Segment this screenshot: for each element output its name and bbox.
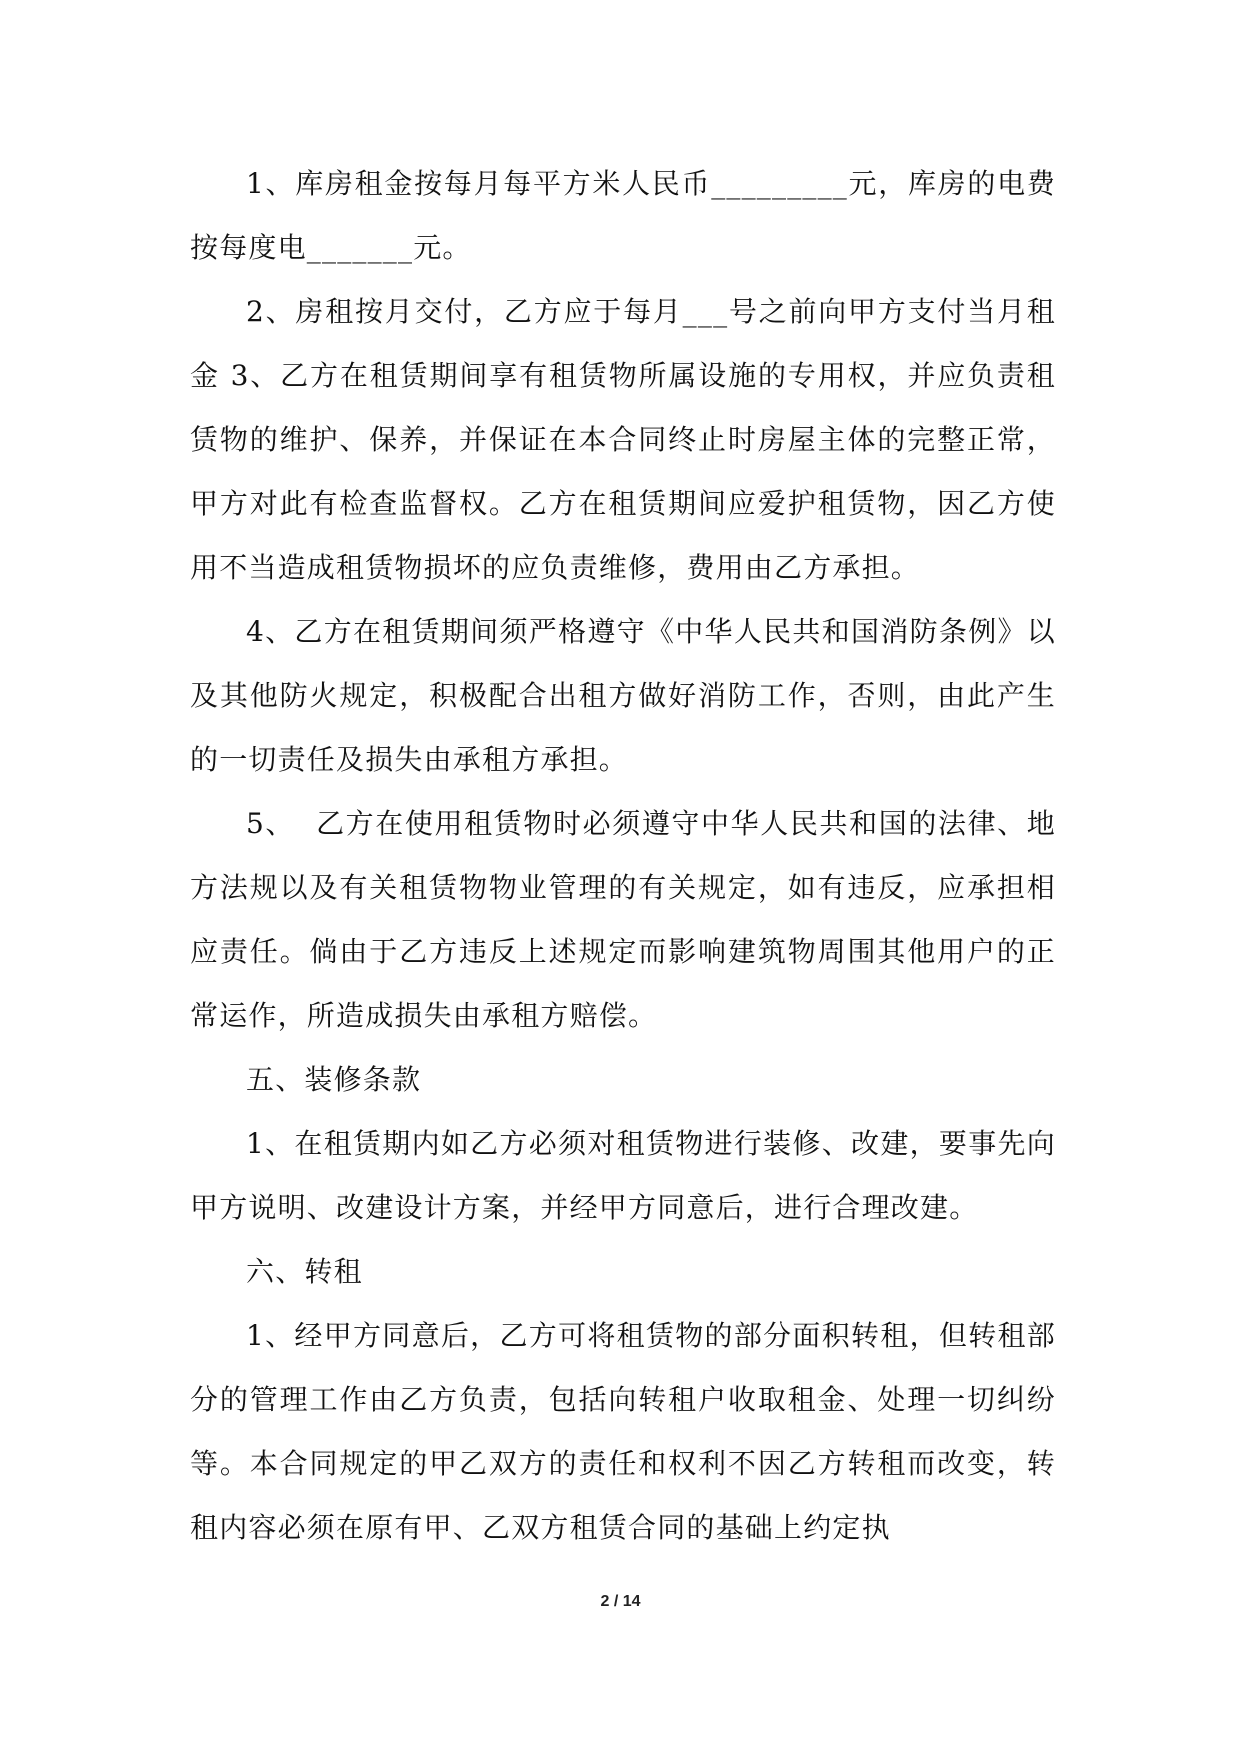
paragraph-law-compliance: 5、 乙方在使用租赁物时必须遵守中华人民共和国的法律、地方法规以及有关租赁物物业管理的有关规定，如有违反，应承担相应责任。倘由于乙方违反上述规定而影响建筑物周围其他用户的正常运作，所造成损失由承租方赔偿。	[190, 807, 1056, 1032]
paragraph-rent-payment: 2、房租按月交付，乙方应于每月___号之前向甲方支付当月租金 3、乙方在租赁期间享有租赁物所属设施的专用权，并应负责租赁物的维护、保养，并保证在本合同终止时房屋主体的完整正常，甲方对此有检查监督权。乙方在租赁期间应爱护租赁物，因乙方使用不当造成租赁物损坏的应负责维修，费用由乙方承担。	[190, 295, 1056, 584]
paragraph-decoration: 1、在租赁期内如乙方必须对租赁物进行装修、改建，要事先向甲方说明、改建设计方案，并经甲方同意后，进行合理改建。	[190, 1127, 1056, 1224]
section-heading-sublease: 六、转租	[246, 1255, 363, 1288]
paragraph-sublease: 1、经甲方同意后，乙方可将租赁物的部分面积转租，但转租部分的管理工作由乙方负责，包括向转租户收取租金、处理一切纠纷等。本合同规定的甲乙双方的责任和权利不因乙方转租而改变，转租内容必须在原有甲、乙双方租赁合同的基础上约定执	[190, 1319, 1056, 1544]
paragraph-fire-safety: 4、乙方在租赁期间须严格遵守《中华人民共和国消防条例》以及其他防火规定，积极配合出租方做好消防工作，否则，由此产生的一切责任及损失由承租方承担。	[190, 615, 1056, 776]
page-number: 2 / 14	[600, 1593, 641, 1610]
document-body	[190, 152, 1056, 1560]
paragraph-rent-rate: 1、库房租金按每月每平方米人民币_________元，库房的电费按每度电_______元。	[190, 167, 1056, 264]
section-heading-decoration: 五、装修条款	[246, 1063, 422, 1096]
